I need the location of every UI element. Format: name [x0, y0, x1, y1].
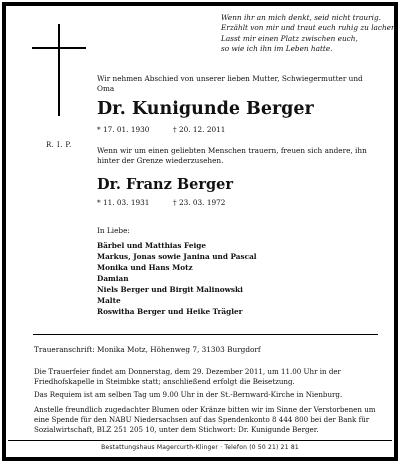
deceased-dates-primary — [97, 125, 226, 135]
poem-line: so wie ich ihn im Leben hatte. — [221, 44, 333, 54]
cross-icon-bar — [32, 47, 86, 49]
poem — [221, 13, 399, 55]
birth-date: * 17. 01. 1930 — [97, 125, 150, 134]
divider — [33, 334, 378, 335]
deceased-name-primary: Dr. Kunigunde Berger — [97, 99, 314, 119]
footer-divider — [8, 440, 392, 441]
death-date: † 20. 12. 2011 — [173, 125, 226, 134]
condolence-address: Traueranschrift: Monika Motz, Höhenweg 7, 31303 Burgdorf — [34, 345, 261, 354]
death-date: † 23. 03. 1972 — [173, 198, 226, 207]
family-member: Malte — [97, 296, 121, 305]
deceased-dates-secondary — [97, 198, 226, 208]
poem-line: Lasst mir einen Platz zwischen euch, — [221, 33, 358, 43]
rip-label: R. I. P. — [46, 141, 72, 149]
funeral-home-footer: Bestattungshaus Magercurth-Klinger · Telefon (0 50 21) 21 81 — [101, 444, 299, 451]
in-liebe-label: In Liebe: — [97, 226, 130, 235]
poem-line: Wenn ihr an mich denkt, seid nicht traurig. — [221, 13, 381, 22]
family-member: Markus, Jonas sowie Janina und Pascal — [97, 252, 257, 261]
requiem-info: Das Requiem ist am selben Tag um 9.00 Uhr in der St.-Bernward-Kirche in Nienburg. — [34, 390, 343, 399]
verse-text: Wenn wir um einen geliebten Menschen trauern, freuen sich andere, ihn hinter der Grenze wiederzusehen. — [97, 146, 367, 165]
family-member: Niels Berger und Birgit Malinowski — [97, 285, 243, 294]
family-list — [97, 240, 257, 317]
birth-date: * 11. 03. 1931 — [97, 198, 150, 207]
family-member: Roswitha Berger und Heike Trägler — [97, 307, 243, 316]
donation-info: Anstelle freundlich zugedachter Blumen oder Kränze bitten wir im Sinne der Verstorbenen um eine Spende für den NABU Niedersachsen auf das Spendenkonto 8 444 800 bei der Bank für Sozialwirtschaft, BLZ 251 205 10, unter dem Stichwort: Dr. Kunigunde Berger. — [34, 405, 376, 434]
deceased-name-secondary: Dr. Franz Berger — [97, 176, 234, 193]
family-member: Bärbel und Matthias Feige — [97, 241, 206, 250]
cross-icon — [58, 24, 60, 116]
family-member: Damian — [97, 274, 129, 283]
funeral-info: Die Trauerfeier findet am Donnerstag, dem 29. Dezember 2011, um 11.00 Uhr in der Friedhofskapelle in Steimbke statt; anschließend erfolgt die Beisetzung. — [34, 367, 341, 386]
family-member: Monika und Hans Motz — [97, 263, 193, 272]
poem-line: Erzählt von mir und traut euch ruhig zu lachen. — [221, 23, 399, 33]
intro-text: Wir nehmen Abschied von unserer lieben Mutter, Schwiegermutter und Oma — [97, 74, 363, 93]
